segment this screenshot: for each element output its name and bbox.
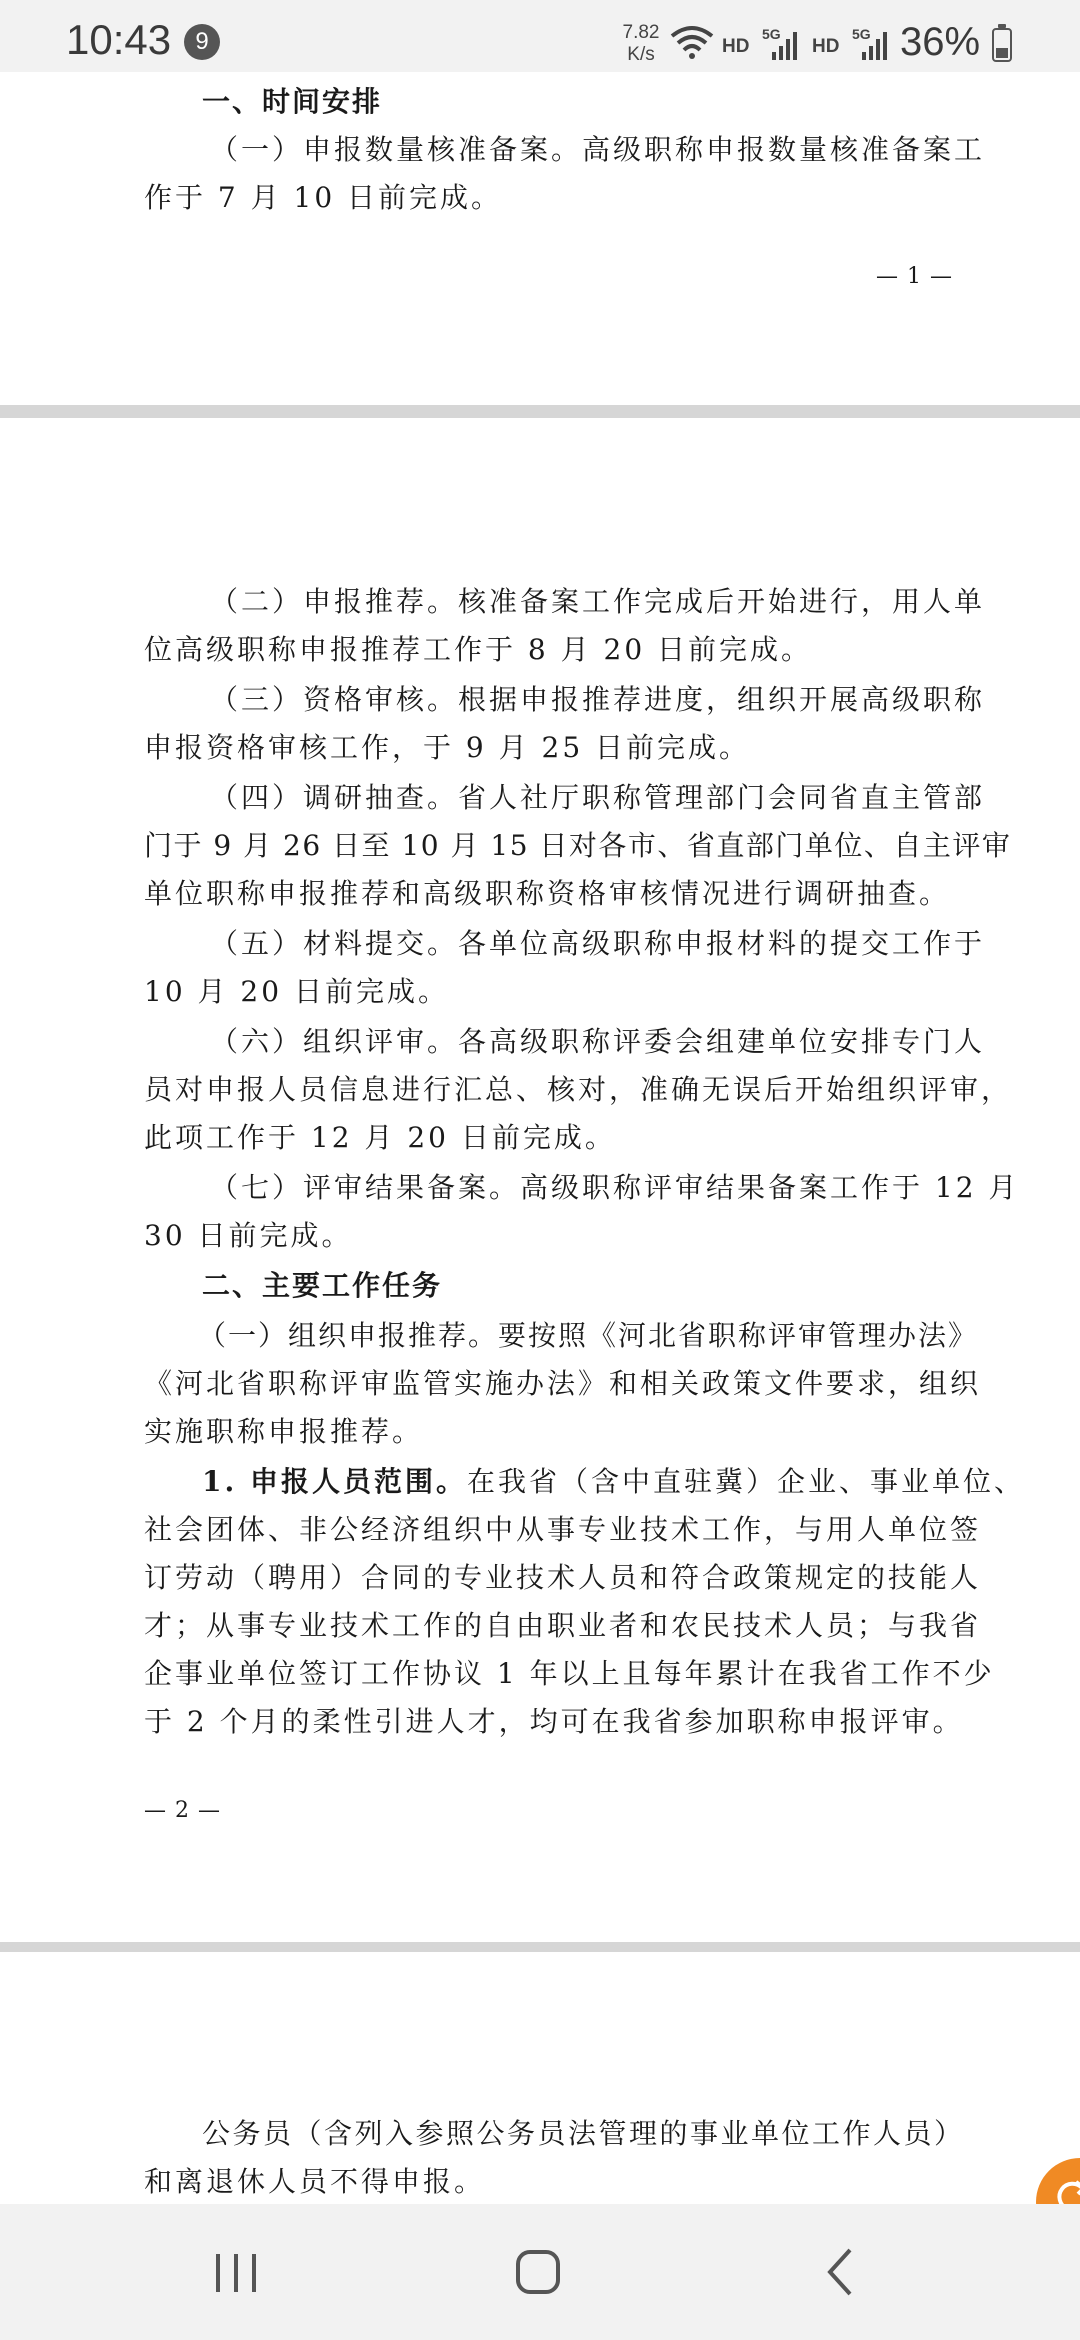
document-page-2[interactable] — [0, 418, 1080, 1942]
battery-percent: 36% — [900, 20, 981, 64]
page-number: — 1 — — [876, 264, 953, 289]
paragraph-line: 和离退休人员不得申报。 — [144, 2165, 486, 2198]
back-icon — [790, 2234, 890, 2310]
paragraph-line: （二）申报推荐。核准备案工作完成后开始进行，用人单 — [210, 585, 986, 618]
paragraph-line: （六）组织评审。各高级职称评委会组建单位安排专门人 — [210, 1025, 986, 1058]
paragraph-line: （一）申报数量核准备案。高级职称申报数量核准备案工 — [210, 133, 986, 166]
paragraph-line: 单位职称申报推荐和高级职称资格审核情况进行调研抽查。 — [144, 877, 951, 910]
network-speed-unit: K/s — [627, 44, 655, 65]
hd-label-2: HD — [812, 36, 840, 57]
paragraph-line: 此项工作于 12 月 20 日前完成。 — [144, 1121, 616, 1154]
paragraph-text: 在我省（含中直驻冀）企业、事业单位、 — [466, 1465, 1025, 1498]
paragraph-line: 于 2 个月的柔性引进人才，均可在我省参加职称申报评审。 — [144, 1705, 964, 1738]
paragraph-line: 10 月 20 日前完成。 — [144, 975, 449, 1008]
paragraph-line: 位高级职称申报推荐工作于 8 月 20 日前完成。 — [144, 633, 813, 666]
paragraph-line: 企事业单位签订工作协议 1 年以上且每年累计在我省工作不少 — [144, 1657, 995, 1690]
paragraph-line: （七）评审结果备案。高级职称评审结果备案工作于 12 月 — [210, 1171, 1020, 1204]
notification-count-badge: 9 — [184, 24, 220, 60]
wifi-icon — [670, 24, 714, 60]
bold-item-title: 1. 申报人员范围。 — [202, 1465, 467, 1498]
paragraph-line: 订劳动（聘用）合同的专业技术人员和符合政策规定的技能人 — [144, 1561, 982, 1594]
paragraph-line: 才；从事专业技术工作的自由职业者和农民技术人员；与我省 — [144, 1609, 982, 1642]
signal-icon-1 — [770, 26, 802, 62]
paragraph-line: 员对申报人员信息进行汇总、核对，准确无误后开始组织评审， — [144, 1073, 1013, 1106]
status-bar — [0, 0, 1080, 72]
document-page-1[interactable] — [0, 72, 1080, 405]
paragraph-line: （四）调研抽查。省人社厅职称管理部门会同省直主管部 — [210, 781, 986, 814]
home-icon — [488, 2234, 588, 2310]
paragraph-line: 门于 9 月 26 日至 10 月 15 日对各市、省直部门单位、自主评审 — [144, 829, 1012, 862]
battery-icon — [992, 28, 1012, 62]
signal-icon-2 — [860, 26, 892, 62]
network-speed-value: 7.82 — [622, 22, 660, 43]
paragraph-line: 作于 7 月 10 日前完成。 — [144, 181, 503, 214]
paragraph-line — [202, 1460, 1025, 1500]
section-heading-schedule: 一、时间安排 — [202, 85, 383, 118]
paragraph-line: （一）组织申报推荐。要按照《河北省职称评审管理办法》 — [198, 1319, 979, 1352]
paragraph-line: 申报资格审核工作，于 9 月 25 日前完成。 — [144, 731, 751, 764]
paragraph-line: （五）材料提交。各单位高级职称申报材料的提交工作于 — [210, 927, 986, 960]
paragraph-line: 30 日前完成。 — [144, 1219, 353, 1252]
hd-label-1: HD — [722, 36, 750, 57]
5g-label-2: 5G — [852, 26, 871, 42]
paragraph-line: 《河北省职称评审监管实施办法》和相关政策文件要求，组织 — [144, 1367, 982, 1400]
home-button[interactable] — [488, 2234, 588, 2310]
document-page-3[interactable] — [0, 1952, 1080, 2204]
paragraph-line: （三）资格审核。根据申报推荐进度，组织开展高级职称 — [210, 683, 986, 716]
status-time: 10:43 — [66, 16, 172, 63]
back-button[interactable] — [790, 2234, 890, 2310]
section-heading-main-tasks: 二、主要工作任务 — [202, 1269, 443, 1302]
page-number: — 2 — — [144, 1798, 221, 1823]
recent-apps-button[interactable] — [186, 2234, 286, 2310]
navigation-bar — [0, 2204, 1080, 2340]
network-speed — [616, 22, 666, 66]
paragraph-line: 实施职称申报推荐。 — [144, 1415, 424, 1448]
recent-apps-icon — [186, 2234, 286, 2310]
5g-label-1: 5G — [762, 26, 781, 42]
paragraph-line: 公务员（含列入参照公务员法管理的事业单位工作人员） — [202, 2117, 965, 2150]
paragraph-line: 社会团体、非公经济组织中从事专业技术工作，与用人单位签 — [144, 1513, 982, 1546]
